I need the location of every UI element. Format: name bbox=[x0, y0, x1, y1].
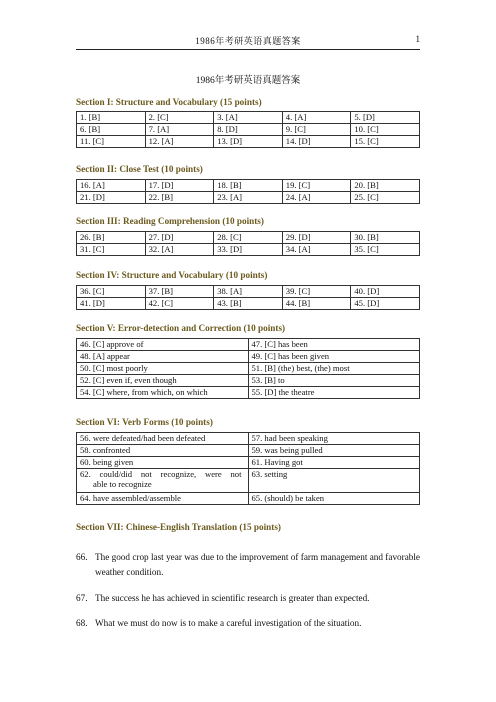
answer-cell: 40. [D] bbox=[351, 286, 420, 298]
answer-cell bbox=[77, 469, 249, 493]
answer-cell: 46. [C] approve of bbox=[77, 339, 249, 351]
answer-cell: 36. [C] bbox=[77, 286, 146, 298]
answer-cell: 54. [C] where, from which, on which bbox=[77, 387, 249, 399]
answer-cell: 10. [C] bbox=[351, 124, 420, 136]
section-5-answer-table bbox=[76, 338, 420, 399]
item-text: The success he has achieved in scientific research is greater than expected. bbox=[95, 593, 370, 603]
answer-cell: 4. [A] bbox=[282, 112, 351, 124]
item-text: The good crop last year was due to the improvement of farm management and favorable weather condition. bbox=[95, 552, 420, 577]
answer-cell: 48. [A] appear bbox=[77, 351, 249, 363]
table-row bbox=[77, 339, 420, 351]
translation-item bbox=[76, 550, 420, 579]
answer-cell: 32. [A] bbox=[145, 244, 214, 256]
section-1-answer-table bbox=[76, 111, 420, 148]
answer-cell: 18. [B] bbox=[214, 180, 283, 192]
answer-cell: 50. [C] most poorly bbox=[77, 363, 249, 375]
answer-cell: 52. [C] even if, even though bbox=[77, 375, 249, 387]
header-divider bbox=[76, 49, 420, 50]
answer-cell: 44. [B] bbox=[282, 298, 351, 310]
document-title: 1986年考研英语真题答案 bbox=[195, 76, 301, 86]
answer-cell: 17. [D] bbox=[145, 180, 214, 192]
answer-cell: 31. [C] bbox=[77, 244, 146, 256]
answer-line: 62. could/did not recognize, were not bbox=[80, 469, 242, 479]
item-text: What we must do now is to make a careful investigation of the situation. bbox=[95, 618, 362, 628]
table-row bbox=[77, 493, 420, 505]
table-row bbox=[77, 445, 420, 457]
answer-cell: 58. confronted bbox=[77, 445, 249, 457]
answer-cell: 56. were defeated/had been defeated bbox=[77, 433, 249, 445]
section-2-answer-table bbox=[76, 179, 420, 204]
answer-cell: 42. [C] bbox=[145, 298, 214, 310]
table-row bbox=[77, 469, 420, 493]
table-row bbox=[77, 286, 420, 298]
table-row bbox=[77, 387, 420, 399]
answer-line: able to recognize bbox=[93, 479, 152, 489]
answer-cell: 27. [D] bbox=[145, 232, 214, 244]
answer-cell: 2. [C] bbox=[145, 112, 214, 124]
answer-cell: 19. [C] bbox=[282, 180, 351, 192]
table-row bbox=[77, 457, 420, 469]
answer-cell: 45. [D] bbox=[351, 298, 420, 310]
answer-cell: 5. [D] bbox=[351, 112, 420, 124]
answer-cell: 41. [D] bbox=[77, 298, 146, 310]
answer-cell: 59. was being pulled bbox=[248, 445, 420, 457]
item-number: 67. bbox=[76, 593, 88, 603]
table-row bbox=[77, 433, 420, 445]
answer-cell: 25. [C] bbox=[351, 192, 420, 204]
section-4-title: Section IV: Structure and Vocabulary (10 points) bbox=[76, 270, 268, 280]
table-row bbox=[77, 112, 420, 124]
answer-cell: 47. [C] has been bbox=[248, 339, 420, 351]
table-row bbox=[77, 244, 420, 256]
item-number: 66. bbox=[76, 552, 88, 562]
answer-cell: 28. [C] bbox=[214, 232, 283, 244]
table-row bbox=[77, 232, 420, 244]
answer-cell: 57. had been speaking bbox=[248, 433, 420, 445]
answer-cell: 33. [D] bbox=[214, 244, 283, 256]
section-4-answer-table bbox=[76, 285, 420, 310]
table-row bbox=[77, 363, 420, 375]
section-6-answer-table bbox=[76, 432, 420, 505]
answer-cell: 13. [D] bbox=[214, 136, 283, 148]
answer-cell: 8. [D] bbox=[214, 124, 283, 136]
answer-cell: 26. [B] bbox=[77, 232, 146, 244]
table-row bbox=[77, 180, 420, 192]
answer-cell: 1. [B] bbox=[77, 112, 146, 124]
answer-cell: 55. [D] the theatre bbox=[248, 387, 420, 399]
answer-cell: 53. [B] to bbox=[248, 375, 420, 387]
answer-cell: 51. [B] (the) best, (the) most bbox=[248, 363, 420, 375]
section-6-title: Section VI: Verb Forms (10 points) bbox=[76, 417, 213, 427]
answer-cell: 39. [C] bbox=[282, 286, 351, 298]
answer-cell: 34. [A] bbox=[282, 244, 351, 256]
answer-cell: 12. [A] bbox=[145, 136, 214, 148]
answer-cell: 15. [C] bbox=[351, 136, 420, 148]
header-title: 1986年考研英语真题答案 bbox=[195, 36, 301, 46]
answer-cell: 30. [B] bbox=[351, 232, 420, 244]
answer-cell: 22. [B] bbox=[145, 192, 214, 204]
page-number: 1 bbox=[415, 34, 420, 44]
answer-cell: 20. [B] bbox=[351, 180, 420, 192]
answer-cell: 7. [A] bbox=[145, 124, 214, 136]
answer-cell: 63. setting bbox=[248, 469, 420, 493]
answer-cell: 61. Having got bbox=[248, 457, 420, 469]
table-row bbox=[77, 375, 420, 387]
section-1-title: Section I: Structure and Vocabulary (15 points) bbox=[76, 97, 262, 107]
answer-cell: 60. being given bbox=[77, 457, 249, 469]
answer-cell: 38. [A] bbox=[214, 286, 283, 298]
answer-cell: 14. [D] bbox=[282, 136, 351, 148]
answer-cell: 35. [C] bbox=[351, 244, 420, 256]
table-row bbox=[77, 298, 420, 310]
page-header bbox=[76, 34, 420, 48]
section-2-title: Section II: Close Test (10 points) bbox=[76, 164, 203, 174]
answer-cell: 11. [C] bbox=[77, 136, 146, 148]
translation-item bbox=[76, 591, 420, 606]
answer-cell: 43. [B] bbox=[214, 298, 283, 310]
item-number: 68. bbox=[76, 618, 88, 628]
answer-cell: 9. [C] bbox=[282, 124, 351, 136]
answer-cell: 3. [A] bbox=[214, 112, 283, 124]
translation-item bbox=[76, 616, 420, 631]
answer-cell: 24. [A] bbox=[282, 192, 351, 204]
answer-cell: 37. [B] bbox=[145, 286, 214, 298]
section-3-answer-table bbox=[76, 231, 420, 256]
answer-cell: 49. [C] has been given bbox=[248, 351, 420, 363]
section-3-title: Section III: Reading Comprehension (10 points) bbox=[76, 216, 264, 226]
answer-cell: 21. [D] bbox=[77, 192, 146, 204]
section-5-title: Section V: Error-detection and Correction (10 points) bbox=[76, 323, 286, 333]
answer-cell: 23. [A] bbox=[214, 192, 283, 204]
table-row bbox=[77, 124, 420, 136]
section-7-title: Section VII: Chinese-English Translation (15 points) bbox=[76, 522, 281, 532]
table-row bbox=[77, 351, 420, 363]
answer-cell: 6. [B] bbox=[77, 124, 146, 136]
answer-cell: 65. (should) be taken bbox=[248, 493, 420, 505]
table-row bbox=[77, 192, 420, 204]
answer-cell: 29. [D] bbox=[282, 232, 351, 244]
answer-cell: 64. have assembled/assemble bbox=[77, 493, 249, 505]
table-row bbox=[77, 136, 420, 148]
answer-cell: 16. [A] bbox=[77, 180, 146, 192]
